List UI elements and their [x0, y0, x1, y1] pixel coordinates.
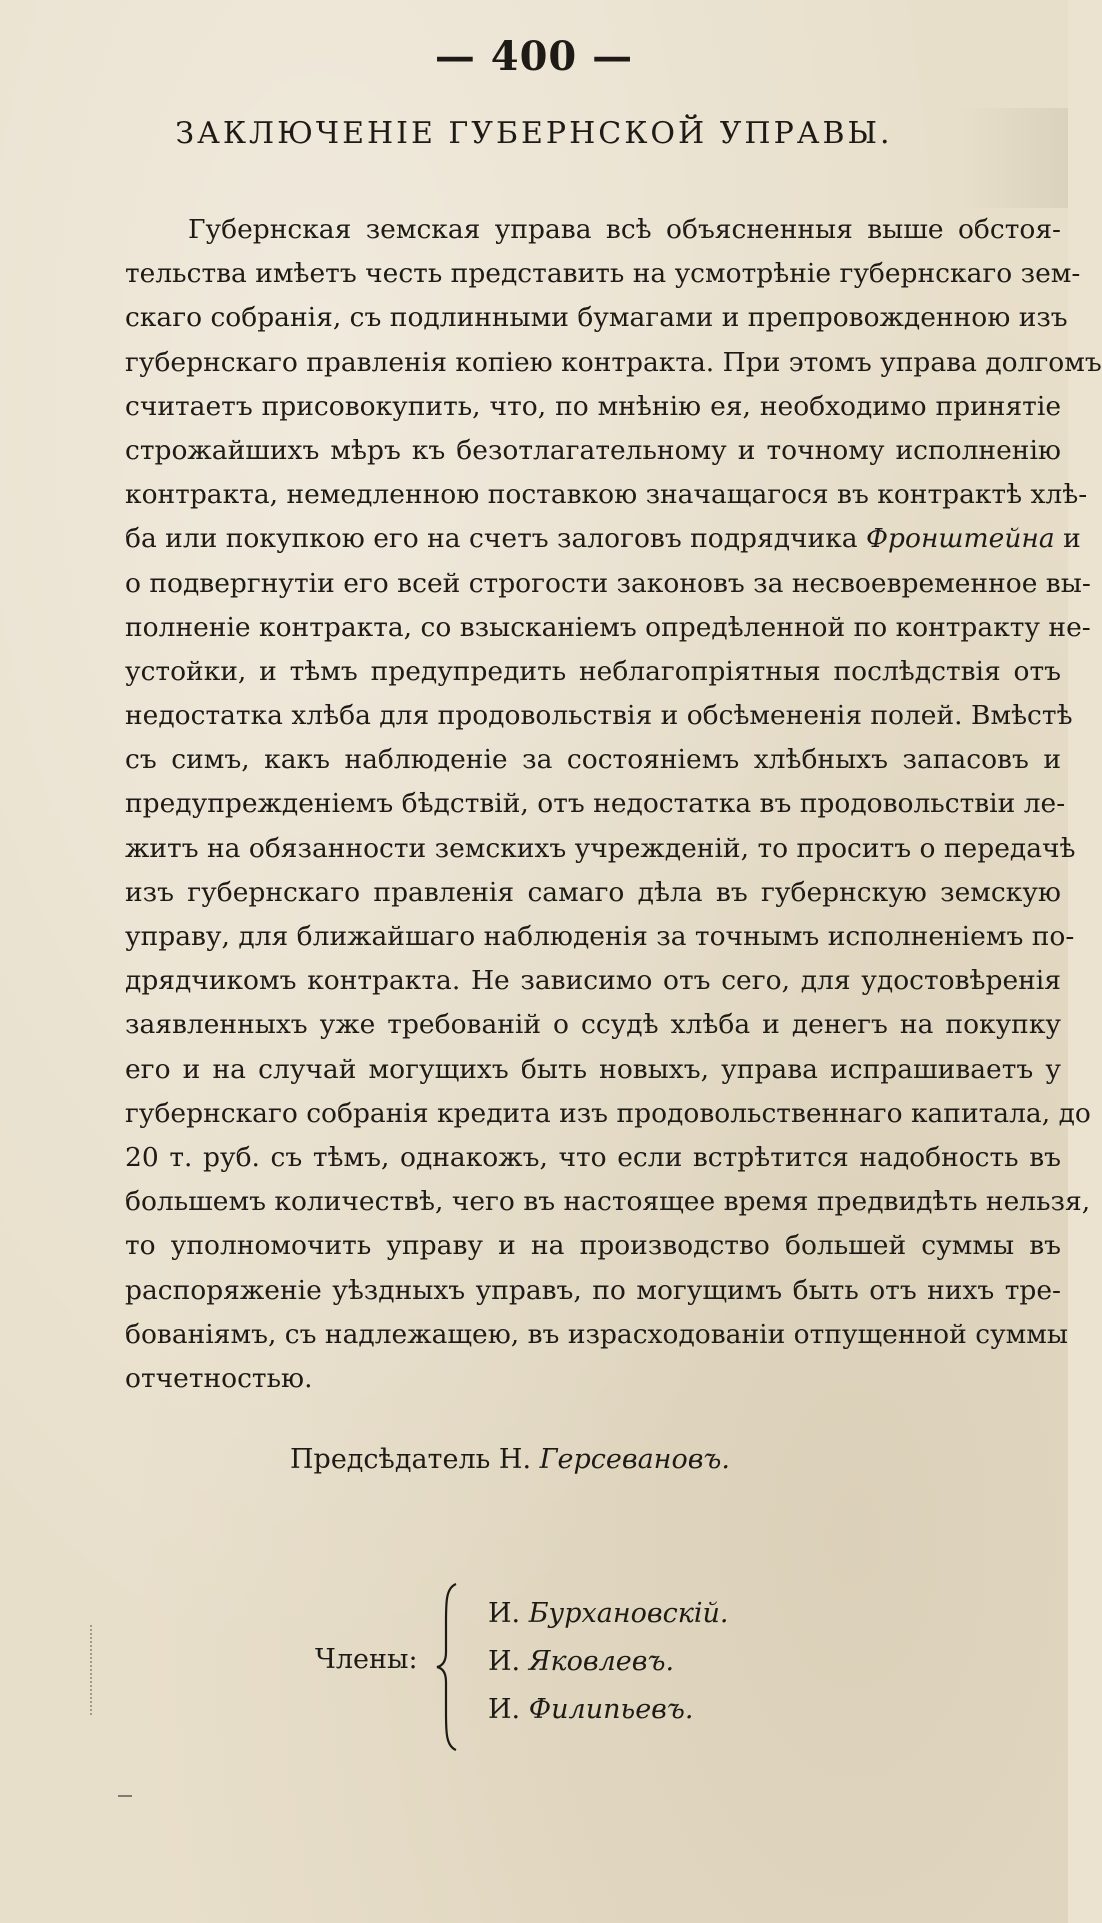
text-line: съ симъ, какъ наблюденіе за состояніемъ хлѣбныхъ запасовъ и: [125, 744, 1061, 776]
member-entry: [488, 1594, 728, 1642]
text-line: изъ губернскаго правленія самаго дѣла въ губернскую земскую: [125, 876, 1061, 908]
text-line: контракта, немедленною поставкою значащагося въ контрактѣ хлѣ-: [125, 479, 1088, 511]
text-line: житъ на обязанности земскихъ учрежденій, то проситъ о передачѣ: [125, 832, 1076, 864]
chairman-signature: [290, 1440, 730, 1480]
member-name: Яковлевъ.: [528, 1646, 675, 1677]
text-line: заявленныхъ уже требованій о ссудѣ хлѣба и денегъ на покупку: [125, 1009, 1061, 1041]
member-name: Филипьевъ.: [528, 1694, 694, 1725]
chairman-label: Предсѣдатель Н.: [290, 1444, 540, 1475]
text-line: о подвергнутіи его всей строгости законовъ за несвоевременное вы-: [125, 567, 1091, 599]
text-fragment: и: [1054, 523, 1081, 555]
ink-mark: [118, 1795, 132, 1797]
member-name: Бурхановскій.: [528, 1598, 729, 1629]
text-line: его и на случай могущихъ быть новыхъ, управа испрашиваетъ у: [125, 1053, 1061, 1085]
text-line: устойки, и тѣмъ предупредить неблагопріятныя послѣдствія отъ: [125, 655, 1061, 687]
contractor-name: Фронштейна: [866, 523, 1055, 555]
member-entry: [488, 1642, 728, 1690]
text-line: бованіямъ, съ надлежащею, въ израсходованіи отпущенной суммы: [125, 1318, 1068, 1350]
chairman-name: Герсевановъ.: [539, 1444, 731, 1475]
body-paragraph: [125, 208, 1102, 1401]
text-line-with-name: [125, 517, 1081, 561]
page-number: — 400 —: [434, 33, 634, 80]
text-line: строжайшихъ мѣръ къ безотлагательному и точному исполненію: [125, 434, 1061, 466]
text-line: Губернская земская управа всѣ объясненныя выше обстоя-: [188, 214, 1061, 245]
text-line: дрядчикомъ контракта. Не зависимо отъ сего, для удостовѣренія: [125, 965, 1061, 997]
text-line: полненіе контракта, со взысканіемъ опредѣленной по контракту не-: [125, 611, 1091, 643]
text-line: предупрежденіемъ бѣдствій, отъ недостатка въ продовольствіи ле-: [125, 788, 1066, 820]
text-line: большемъ количествѣ, чего въ настоящее время предвидѣть нельзя,: [125, 1186, 1091, 1218]
text-line: то уполномочить управу и на производство большей суммы въ: [125, 1230, 1061, 1262]
text-line: управу, для ближайшаго наблюденія за точнымъ исполненіемъ по-: [125, 921, 1075, 952]
members-list: [488, 1594, 728, 1738]
text-line: губернскаго собранія кредита изъ продовольственнаго капитала, до: [125, 1097, 1091, 1129]
section-title: ЗАКЛЮЧЕНІЕ ГУБЕРНСКОЙ УПРАВЫ.: [175, 116, 893, 151]
curly-brace-icon: [434, 1582, 464, 1752]
text-line: скаго собранія, съ подлинными бумагами и препровожденною изъ: [125, 302, 1068, 334]
text-fragment: ба или покупкою его на счетъ залоговъ подрядчика: [125, 523, 858, 555]
text-line: губернскаго правленія копіею контракта. При этомъ управа долгомъ: [125, 346, 1102, 378]
binding-edge-mark: [90, 1625, 96, 1715]
text-line: тельства имѣетъ честь представить на усмотрѣніе губернскаго зем-: [125, 258, 1081, 290]
text-line: 20 т. руб. съ тѣмъ, однакожъ, что если встрѣтится надобность въ: [125, 1141, 1061, 1173]
text-line: недостатка хлѣба для продовольствія и обсѣмененія полей. Вмѣстѣ: [125, 700, 1073, 732]
member-initial: И.: [488, 1646, 529, 1677]
members-label: Члены:: [315, 1644, 418, 1675]
member-initial: И.: [488, 1694, 529, 1725]
text-line: считаетъ присовокупить, что, по мнѣнію ея, необходимо принятіе: [125, 390, 1061, 422]
text-line: отчетностью.: [125, 1362, 313, 1394]
member-entry: [488, 1690, 728, 1738]
member-initial: И.: [488, 1598, 529, 1629]
text-line: распоряженіе уѣздныхъ управъ, по могущимъ быть отъ нихъ тре-: [125, 1274, 1061, 1306]
